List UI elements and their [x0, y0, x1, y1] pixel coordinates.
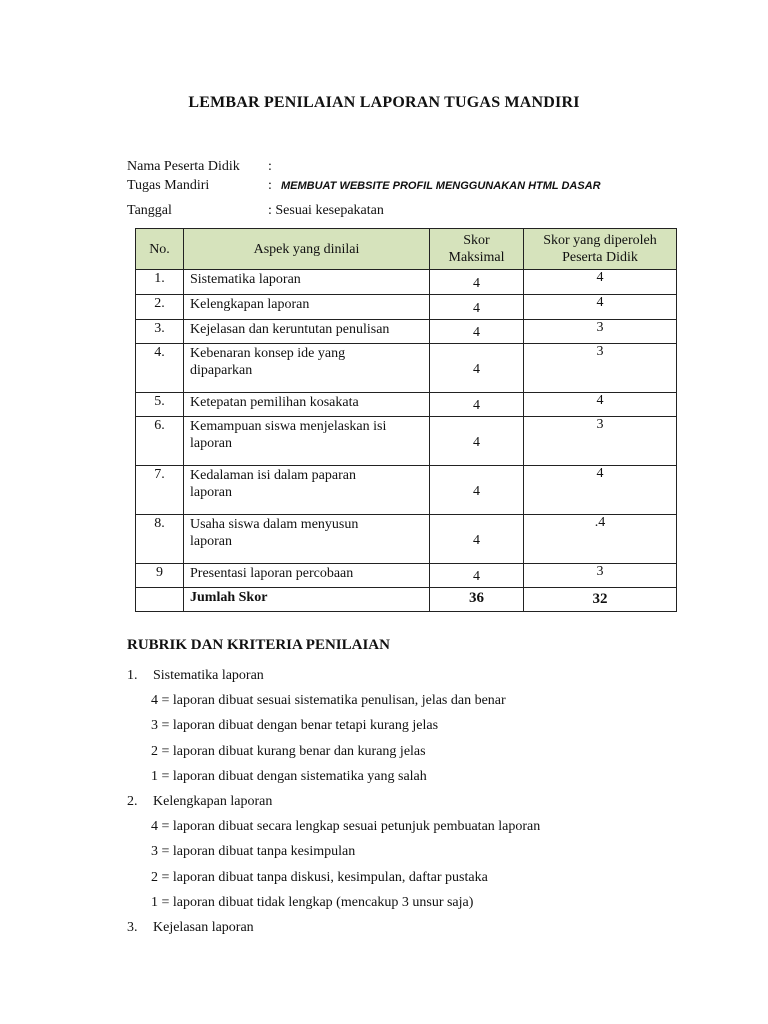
criterion-level: 1 = laporan dibuat tidak lengkap (mencakup 3 unsur saja): [151, 895, 474, 911]
table-row: [136, 564, 677, 588]
row-max-score: 4: [430, 466, 524, 515]
row-max-score: 4: [430, 270, 524, 295]
total-label: Jumlah Skor: [184, 588, 430, 612]
table-row: [136, 393, 677, 417]
table-row: [136, 295, 677, 320]
header-obtained-score: [524, 229, 677, 270]
row-score: 3: [524, 320, 677, 344]
row-aspect: Presentasi laporan percobaan: [184, 564, 430, 588]
page-title: LEMBAR PENILAIAN LAPORAN TUGAS MANDIRI: [188, 94, 580, 111]
table-row: [136, 417, 677, 466]
criterion-level: 4 = laporan dibuat secara lengkap sesuai petunjuk pembuatan laporan: [151, 819, 541, 835]
row-no: 8.: [136, 515, 184, 564]
rubric-list: [127, 668, 727, 945]
row-no: 6.: [136, 417, 184, 466]
row-aspect-line: dipaparkan: [190, 363, 253, 378]
header-max-score: [430, 229, 524, 270]
row-aspect: [184, 344, 430, 393]
rubric-title: RUBRIK DAN KRITERIA PENILAIAN: [127, 637, 390, 653]
header-get-line2: Peserta Didik: [562, 250, 638, 265]
row-score: 3: [524, 564, 677, 588]
criterion-heading: [127, 794, 727, 819]
criterion-number: 2.: [127, 794, 138, 810]
row-no: 5.: [136, 393, 184, 417]
info-value: : Sesuai kesepakatan: [268, 203, 384, 218]
row-no: 4.: [136, 344, 184, 393]
task-title: MEMBUAT WEBSITE PROFIL MENGGUNAKAN HTML DASAR: [281, 180, 601, 192]
header-aspect: Aspek yang dinilai: [184, 229, 430, 270]
row-aspect-line: Usaha siswa dalam menyusun: [190, 517, 359, 532]
row-score: 3: [524, 417, 677, 466]
header-get-line1: Skor yang diperoleh: [543, 233, 657, 248]
criterion-number: 3.: [127, 920, 138, 936]
row-score: 4: [524, 393, 677, 417]
table-total-row: [136, 588, 677, 612]
row-score: .4: [524, 515, 677, 564]
criterion-level: 2 = laporan dibuat tanpa diskusi, kesimpulan, daftar pustaka: [151, 869, 488, 885]
row-aspect: Sistematika laporan: [184, 270, 430, 295]
row-no: 1.: [136, 270, 184, 295]
row-score: 4: [524, 295, 677, 320]
table-header-row: [136, 229, 677, 270]
table-row: [136, 515, 677, 564]
total-score: 32: [524, 588, 677, 612]
row-score: 3: [524, 344, 677, 393]
row-aspect: Ketepatan pemilihan kosakata: [184, 393, 430, 417]
info-label: Tugas Mandiri: [127, 178, 210, 193]
row-no: [136, 588, 184, 612]
criterion-name: Kejelasan laporan: [153, 920, 254, 936]
header-max-line1: Skor: [463, 233, 490, 248]
criterion-level: 3 = laporan dibuat tanpa kesimpulan: [151, 844, 356, 860]
row-max-score: 4: [430, 564, 524, 588]
row-aspect-line: Kemampuan siswa menjelaskan isi: [190, 419, 387, 434]
criterion-name: Sistematika laporan: [153, 668, 264, 683]
row-aspect: [184, 466, 430, 515]
row-aspect-line: laporan: [190, 485, 232, 500]
row-aspect: Kelengkapan laporan: [184, 295, 430, 320]
criterion-name: Kelengkapan laporan: [153, 794, 273, 810]
row-no: 9: [136, 564, 184, 588]
row-aspect-line: Kedalaman isi dalam paparan: [190, 468, 356, 483]
info-label: Nama Peserta Didik: [127, 159, 240, 174]
row-no: 2.: [136, 295, 184, 320]
table-row: [136, 344, 677, 393]
info-colon: :: [268, 178, 272, 193]
criterion-level: 4 = laporan dibuat sesuai sistematika penulisan, jelas dan benar: [151, 693, 506, 708]
row-aspect-line: laporan: [190, 534, 232, 549]
total-max-score: 36: [430, 588, 524, 612]
table-row: [136, 466, 677, 515]
row-score: 4: [524, 270, 677, 295]
info-label: Tanggal: [127, 203, 172, 218]
row-no: 3.: [136, 320, 184, 344]
row-max-score: 4: [430, 344, 524, 393]
row-aspect: [184, 417, 430, 466]
score-table: [135, 228, 677, 612]
row-aspect: [184, 515, 430, 564]
row-aspect-line: Kebenaran konsep ide yang: [190, 346, 346, 361]
criterion-heading: [127, 668, 727, 693]
criterion-level: 1 = laporan dibuat dengan sistematika yang salah: [151, 768, 427, 784]
criterion-number: 1.: [127, 668, 138, 683]
row-no: 7.: [136, 466, 184, 515]
header-no: No.: [136, 229, 184, 270]
table-row: [136, 270, 677, 295]
row-max-score: 4: [430, 295, 524, 320]
criterion-heading: [127, 920, 727, 945]
row-max-score: 4: [430, 393, 524, 417]
row-aspect: Kejelasan dan keruntutan penulisan: [184, 320, 430, 344]
row-score: 4: [524, 466, 677, 515]
row-max-score: 4: [430, 417, 524, 466]
info-colon: :: [268, 159, 272, 174]
row-aspect-line: laporan: [190, 436, 232, 451]
table-row: [136, 320, 677, 344]
row-max-score: 4: [430, 515, 524, 564]
criterion-level: 2 = laporan dibuat kurang benar dan kurang jelas: [151, 743, 426, 759]
header-max-line2: Maksimal: [448, 250, 505, 265]
criterion-level: 3 = laporan dibuat dengan benar tetapi kurang jelas: [151, 718, 439, 734]
row-max-score: 4: [430, 320, 524, 344]
